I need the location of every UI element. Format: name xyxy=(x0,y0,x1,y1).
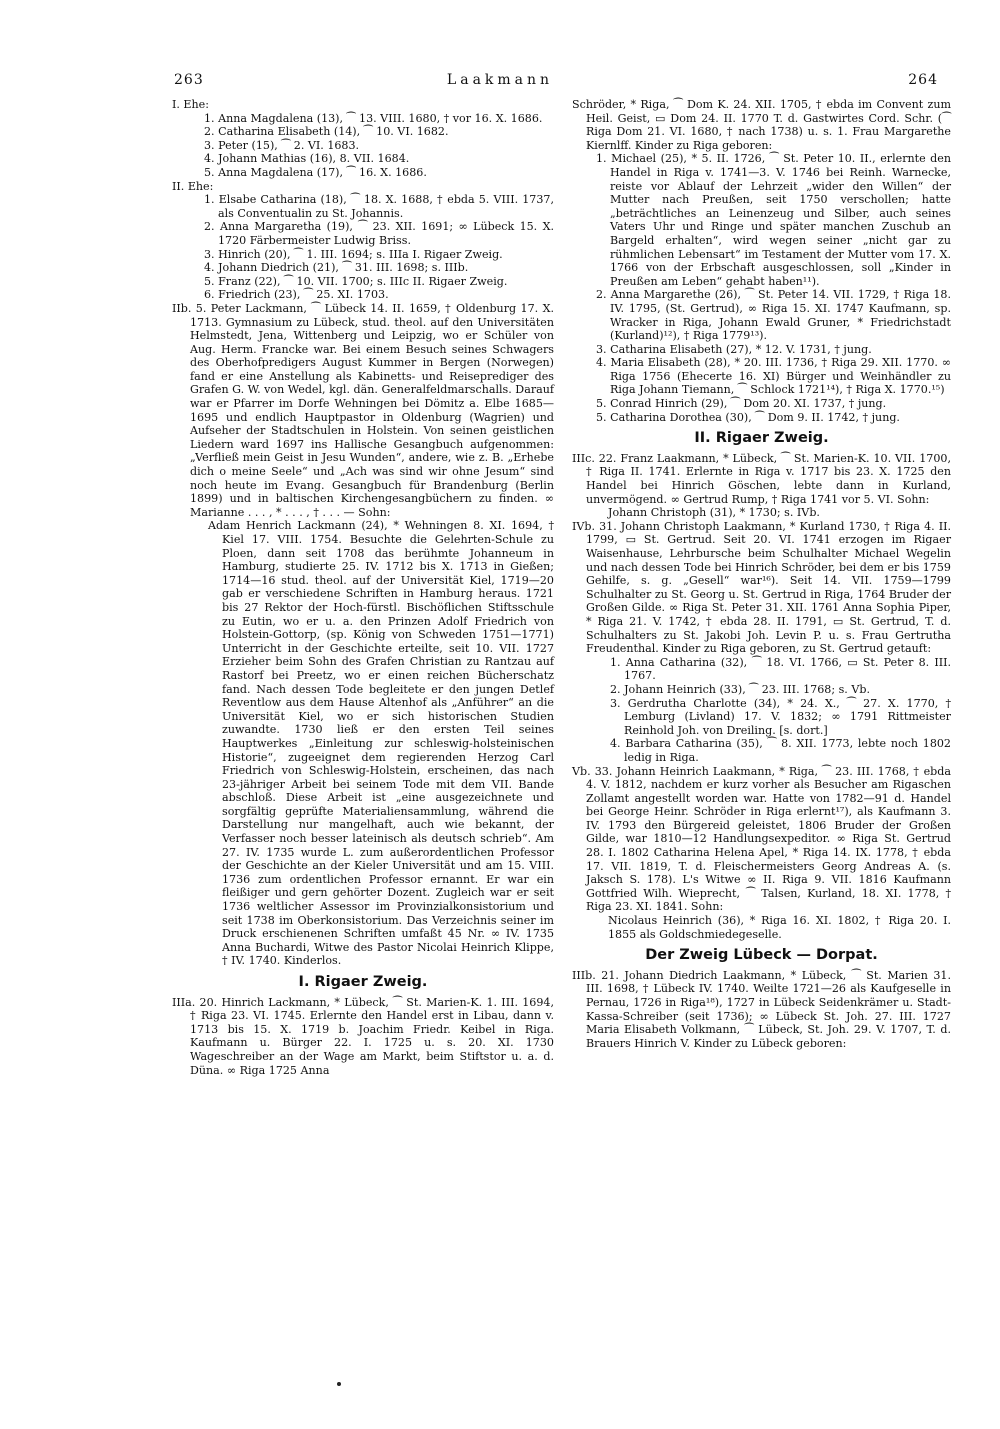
entry-text: Adam Henrich Lackmann (24), * Wehningen 8. XI. 1694, † Kiel 17. VIII. 1754. Besuchte die Gelehrten-Schule zu Ploen, dann seit 1708 das berühmte Johanneum in Hamburg, studierte 25. IV. 1712 bis X. 1713 in Gießen; 1714—16 stud. theol. auf der Universität Kiel, 1719—20 gab er verschiedene Schriften in Hamburg heraus. 1721 bis 27 Rektor der Hoch-fürstl. Bischöflichen Stiftsschule zu Eutin, wo er u. a. den Prinzen Adolf Friedrich von Holstein-Gottorp, (sp. König von Schweden 1751—1771) Unterricht in der Geschichte erteilte, seit 10. VII. 1727 Erzieher beim Sohn des Grafen Christian zu Rantzau auf Rastorf bei Preetz, wo er einen reichen Bücherschatz fand. Nach dessen Tode begleitete er den jungen Detlef Reventlow aus dem Hause Altenhof als „Anführer“ an die Universität Kiel, wo er sich historischen Studien zuwandte. 1730 ließ er den ersten Teil seines Hauptwerkes „Einleitung zur schleswig-holsteinischen Historie“, zugeeignet dem regierenden Herzog Carl Friedrich von Schleswig-Holstein, erscheinen, das nach 23-jähriger Arbeit bei seinem Tode mit dem VII. Bande abschloß. Diese Arbeit ist „eine ausgezeichnete und sorgfältig geprüfte Materialiensammlung, während die Darstellung nur mangelhaft, auch wie bekannt, der Verfasser noch besser lateinisch als deutsch schrieb“. Am 27. IV. 1735 wurde L. zum außerordentlichen Professor der Geschichte an der Kieler Universität und am 15. VIII. 1736 zum ordentlichen Professor ernannt. Er war ein fleißiger und gern gehörter Dozent. Zugleich war er seit 1736 weltlicher Assessor im Provinzialkonsistorium und seit 1738 im Oberkonsistorium. Das Verzeichnis seiner im Druck erschienenen Schriften umfaßt 45 Nr. ∞ IV. 1735 Anna Buchardi, Witwe des Pastor Nicolai Heinrich Klippe, † IV. 1740. Kinderlos. xyxy=(208,519,554,968)
entry-text: IIIc. 22. Franz Laakmann, * Lübeck, ⁀ St. Marien-K. 10. VII. 1700, † Riga II. 1741. Erlernte in Riga v. 1717 bis 23. X. 1725 den Handel bei Hinrich Göschen, lebte dann in Kurland, unvermögend. ∞ Gertrud Rump, † Riga 1741 vor 5. VI. Sohn: xyxy=(572,451,951,506)
entry-text: 2. Catharina Elisabeth (14), ⁀ 10. VI. 1682. xyxy=(204,125,449,139)
entry-text: 3. Peter (15), ⁀ 2. VI. 1683. xyxy=(204,138,360,152)
entry-text: 6. Friedrich (23), ⁀ 25. XI. 1703. xyxy=(204,288,389,302)
section-heading: Der Zweig Lübeck — Dorpat. xyxy=(645,947,878,964)
entry-text: 3. Hinrich (20), ⁀ 1. III. 1694; s. IIIa I. Rigaer Zweig. xyxy=(204,247,503,261)
entry-text: II. Ehe: xyxy=(172,179,214,193)
entry-text: 1. Anna Magdalena (13), ⁀ 13. VIII. 1680, † vor 16. X. 1686. xyxy=(204,111,543,125)
entry-text: 5. Anna Magdalena (17), ⁀ 16. X. 1686. xyxy=(204,165,427,179)
entry-text: 2. Johann Heinrich (33), ⁀ 23. III. 1768; s. Vb. xyxy=(610,682,870,696)
entry-text: 5. Catharina Dorothea (30), ⁀ Dom 9. II. 1742, † jung. xyxy=(596,410,900,424)
entry-text: 2. Anna Margaretha (19), ⁀ 23. XII. 1691; ∞ Lübeck 15. X. 1720 Färbermeister Ludwig Briss. xyxy=(204,220,554,247)
entry-text: IIb. 5. Peter Lackmann, ⁀ Lübeck 14. II. 1659, † Oldenburg 17. X. 1713. Gymnasium zu Lübeck, stud. theol. auf den Universitäten Helmstedt, Jena, Wittenberg und Leipzig, wo er Schüler von Aug. Herm. Francke war. Bei einem Besuch seines Schwagers des Oberhofpredigers August Kummer in Bergen (Norwegen) fand er eine Anstellung als Kabinetts- und Reiseprediger des Grafen G. W. von Wedel, kgl. dän. Generalfeldmarschalls. Darauf war er Pfarrer im Dorfe Wehningen bei Dömitz a. Elbe 1685—1695 und endlich Hauptpastor in Oldenburg (Wagrien) und Aufseher der Stadtschulen in Holstein. Von seinen geistlichen Liedern ward 1697 ins Hallische Gesangbuch aufgenommen: „Verfließ mein Geist in Jesu Wunden“, andere, wie z. B. „Erhebe dich o meine Seele“ und „Ach was sind wir ohne Jesum“ sind noch heute im Evang. Gesangbuch für Brandenburg (Berlin 1899) und in baltischen Kirchengesangbüchern zu finden. ∞ Marianne . . . , * . . . , † . . . — Sohn: xyxy=(172,301,554,519)
entry-text: IVb. 31. Johann Christoph Laakmann, * Kurland 1730, † Riga 4. II. 1799, ▭ St. Gertrud. Seit 20. VI. 1741 erzogen im Rigaer Waisenhause, Lehrbursche beim Schulhalter Michael Wegelin und nach dessen Tode bei Hinrich Schröder, bei dem er bis 1759 Gehilfe, s. g. „Gesell“ war¹⁶). Seit 14. VII. 1759—1799 Schulhalter zu St. Georg u. St. Gertrud in Riga, 1764 Bruder der Großen Gilde. ∞ Riga St. Peter 31. XII. 1761 Anna Sophia Piper, * Riga 21. V. 1742, † ebda 28. II. 1791, ▭ St. Gertrud, T. d. Schulhalters zu St. Jakobi Joh. Levin P. u. s. Frau Gertrutha Freudenthal. Kinder zu Riga geboren, zu St. Gertrud getauft: xyxy=(572,519,951,656)
entry-text: Nicolaus Heinrich (36), * Riga 16. XI. 1802, † Riga 20. I. 1855 als Goldschmiedegeselle. xyxy=(608,914,951,941)
entry-text: 4. Johann Diedrich (21), ⁀ 31. III. 1698; s. IIIb. xyxy=(204,261,469,275)
entry-text: 3. Catharina Elisabeth (27), * 12. V. 1731, † jung. xyxy=(596,342,872,356)
entry-text: 1. Elsabe Catharina (18), ⁀ 18. X. 1688, † ebda 5. VIII. 1737, als Conventualin zu St. Johannis. xyxy=(204,193,554,220)
running-title: Laakmann xyxy=(446,72,554,88)
entry-text: 4. Barbara Catharina (35), ⁀ 8. XII. 1773, lebte noch 1802 ledig in Riga. xyxy=(610,737,951,764)
section-heading: II. Rigaer Zweig. xyxy=(694,430,829,447)
left-column xyxy=(172,98,554,1077)
entry-text: IIIb. 21. Johann Diedrich Laakmann, * Lübeck, ⁀ St. Marien 31. III. 1698, † Lübeck IV. 1740. Weilte 1721—26 als Kaufgeselle in Pernau, 1726 in Riga¹⁸), 1727 in Lübeck Seidenkrämer u. Stadt-Kassa-Schreiber (seit 1736); ∞ Lübeck St. Joh. 27. III. 1727 Maria Elisabeth Volkmann, ⁀ Lübeck, St. Joh. 29. V. 1707, T. d. Brauers Hinrich V. Kinder zu Lübeck geboren: xyxy=(572,968,951,1050)
entry-text: 2. Anna Margarethe (26), ⁀ St. Peter 14. VII. 1729, † Riga 18. IV. 1795, (St. Gertrud), ∞ Riga 15. XI. 1747 Kaufmann, sp. Wracker in Riga, Johann Ewald Gruner, * Friedrichstadt (Kurland)¹²), † Riga 1779¹³). xyxy=(596,288,951,343)
entry-text: 4. Maria Elisabeth (28), * 20. III. 1736, † Riga 29. XII. 1770. ∞ Riga 1756 (Ehecerte 16. XI) Bürger und Weinhändler zu Riga Johann Tiemann, ⁀ Schlock 1721¹⁴), † Riga X. 1770.¹⁵) xyxy=(596,356,951,397)
page-number-left: 263 xyxy=(174,72,204,88)
entry-text: Johann Christoph (31), * 1730; s. IVb. xyxy=(608,506,820,520)
entry-text: 1. Anna Catharina (32), ⁀ 18. VI. 1766, ▭ St. Peter 8. III. 1767. xyxy=(610,655,951,683)
right-column xyxy=(572,98,951,1050)
print-speck xyxy=(337,1382,341,1386)
entry-text: 5. Franz (22), ⁀ 10. VII. 1700; s. IIIc II. Rigaer Zweig. xyxy=(204,274,508,288)
entry-text: Vb. 33. Johann Heinrich Laakmann, * Riga, ⁀ 23. III. 1768, † ebda 4. V. 1812, nachdem er kurz vorher als Besucher am Rigaschen Zollamt angestellt worden war. Hatte von 1782—91 d. Handel bei George Heinr. Schröder in Riga erlernt¹⁷), als Kaufmann 3. IV. 1793 den Bürgereid geleistet, 1806 Bruder der Großen Gilde, war 1810—12 Handlungsexpeditor. ∞ Riga St. Gertrud 28. I. 1802 Catharina Helena Apel, * Riga 14. IX. 1778, † ebda 17. VII. 1819, T. d. Fleischermeisters Georg Andreas A. (s. Jaksch S. 178). L's Witwe ∞ II. Riga 9. VII. 1816 Kaufmann Gottfried Wilh. Wieprecht, ⁀ Talsen, Kurland, 18. XI. 1778, † Riga 23. XI. 1841. Sohn: xyxy=(572,764,951,914)
entry-text: 4. Johann Mathias (16), 8. VII. 1684. xyxy=(204,152,410,166)
entry-text: 5. Conrad Hinrich (29), ⁀ Dom 20. XI. 1737, † jung. xyxy=(596,397,887,411)
entry-text: 3. Gerdrutha Charlotte (34), * 24. X., ⁀ 27. X. 1770, † Lemburg (Livland) 17. V. 1832; ∞ 1791 Rittmeister Reinhold Joh. von Dreiling. [s. dort.] xyxy=(610,696,951,737)
entry-text: I. Ehe: xyxy=(172,98,209,111)
page-number-right: 264 xyxy=(908,72,938,88)
entry-text: Schröder, * Riga, ⁀ Dom K. 24. XII. 1705, † ebda im Convent zum Heil. Geist, ▭ Dom 24. II. 1770 T. d. Gastwirtes Cord. Schr. (⁀ Riga Dom 21. VI. 1680, † nach 1738) u. s. 1. Frau Margarethe Kiernlff. Kinder zu Riga geboren: xyxy=(572,98,951,152)
section-heading: I. Rigaer Zweig. xyxy=(298,974,428,990)
entry-text: 1. Michael (25), * 5. II. 1726, ⁀ St. Peter 10. II., erlernte den Handel in Riga v. 1741—3. V. 1746 bei Reinh. Warnecke, reiste vor Ablauf der Lehrzeit „wider den Willen“ der Mutter nach Preußen, seit 1750 verschollen; hatte „beträchtliches an Leinenzeug und Silber, auch seines Vaters Uhr und Ringe und später manchen Zuschub an Bargeld erhalten“, wird wegen seiner „nicht gar zu rühmlichen Lebensart“ im Testament der Mutter vom 17. X. 1766 von der Erbschaft ausgeschlossen, soll „Kinder in Preußen am Leben“ gehabt haben¹¹). xyxy=(596,152,951,288)
entry-text: IIIa. 20. Hinrich Lackmann, * Lübeck, ⁀ St. Marien-K. 1. III. 1694, † Riga 23. VI. 1745. Erlernte den Handel erst in Libau, dann v. 1713 bis 15. X. 1719 b. Joachim Friedr. Keibel in Riga. Kaufmann u. Bürger 22. I. 1725 u. s. 20. XI. 1730 Wageschreiber an der Wage am Markt, beim Stiftstor u. a. d. Düna. ∞ Riga 1725 Anna xyxy=(172,995,554,1077)
